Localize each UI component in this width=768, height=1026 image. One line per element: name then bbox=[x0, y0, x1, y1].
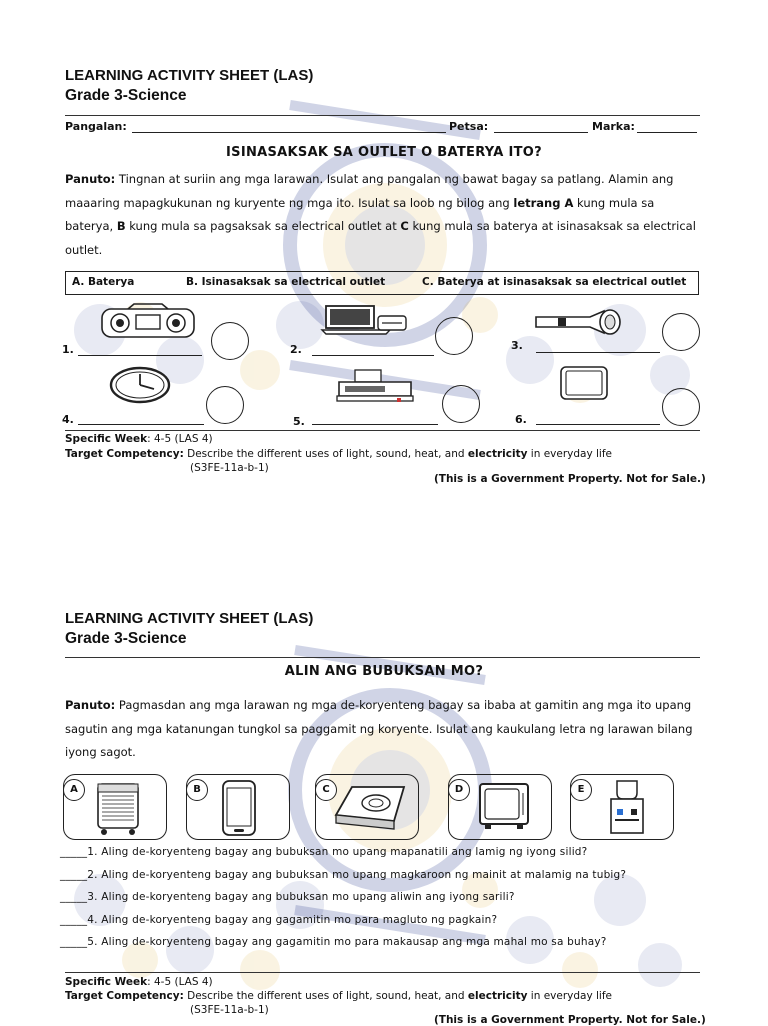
item-answer-line[interactable] bbox=[78, 424, 204, 425]
sheet2-property-note: (This is a Government Property. Not for Sale.) bbox=[434, 1014, 706, 1026]
picture-box-d bbox=[448, 774, 552, 840]
picture-box-c bbox=[315, 774, 419, 840]
instructions-label: Panuto: bbox=[65, 698, 116, 712]
picture-letter: B bbox=[186, 779, 208, 801]
question-item: _____5. Aling de-koryenteng bagay ang gagamitin mo para makausap ang mga mahal mo sa buhay? bbox=[60, 936, 607, 948]
sheet1-top-rule bbox=[65, 115, 700, 116]
air-cooler-icon bbox=[94, 780, 142, 836]
competency-text: in everyday life bbox=[527, 990, 613, 1002]
instructions-bold: C bbox=[400, 219, 409, 233]
competency-text: Describe the different uses of light, sound, heat, and bbox=[183, 990, 468, 1002]
date-field[interactable] bbox=[494, 132, 588, 133]
item-answer-line[interactable] bbox=[312, 355, 434, 356]
item-number: 4. bbox=[62, 413, 74, 426]
item-number: 3. bbox=[511, 339, 523, 352]
item-answer-line[interactable] bbox=[312, 424, 438, 425]
sheet2-specific-week bbox=[65, 976, 213, 988]
item-number: 1. bbox=[62, 343, 74, 356]
item-answer-line[interactable] bbox=[78, 355, 202, 356]
item-answer-circle[interactable] bbox=[211, 322, 249, 360]
competency-bold: electricity bbox=[467, 448, 528, 460]
name-label: Pangalan: bbox=[65, 120, 127, 133]
sheet1-instructions bbox=[65, 168, 703, 262]
sheet2-header: LEARNING ACTIVITY SHEET (LAS) bbox=[65, 610, 314, 627]
item-answer-circle[interactable] bbox=[206, 386, 244, 424]
question-item: _____3. Aling de-koryenteng bagay ang bubuksan mo upang aliwin ang iyong sarili? bbox=[60, 891, 515, 903]
laptop-icon bbox=[320, 304, 410, 336]
competency-bold: electricity bbox=[467, 990, 528, 1002]
wall-clock-icon bbox=[108, 365, 172, 405]
radio-icon bbox=[100, 303, 196, 339]
item-answer-circle[interactable] bbox=[435, 317, 473, 355]
sheet1-header: LEARNING ACTIVITY SHEET (LAS) bbox=[65, 67, 314, 84]
sheet1-target-competency bbox=[65, 448, 612, 460]
sheet1-specific-week bbox=[65, 433, 213, 445]
question-item: _____2. Aling de-koryenteng bagay ang bubuksan mo upang magkaroon ng mainit at malamig na tubig? bbox=[60, 869, 627, 881]
sheet2-footer-rule bbox=[65, 972, 700, 973]
item-answer-circle[interactable] bbox=[662, 313, 700, 351]
option-b: B. Isinasaksak sa electrical outlet bbox=[186, 276, 386, 288]
sheet1-footer-rule bbox=[65, 430, 700, 431]
competency-label: Target Competency: bbox=[65, 990, 184, 1002]
item-answer-line[interactable] bbox=[536, 352, 660, 353]
question-item: _____4. Aling de-koryenteng bagay ang gagamitin mo para magluto ng pagkain? bbox=[60, 914, 498, 926]
week-value: : 4-5 (LAS 4) bbox=[147, 976, 213, 988]
television-icon bbox=[477, 781, 531, 833]
sheet1-property-note: (This is a Government Property. Not for Sale.) bbox=[434, 473, 706, 485]
competency-label: Target Competency: bbox=[65, 448, 184, 460]
instructions-bold: B bbox=[116, 219, 126, 233]
instructions-text: Tingnan at suriin ang mga larawan. Isulat ang pangalan ng bawat bagay sa patlang. Alamin ang maaaring mapagkukunan ng kuryente ng mga ito. Isulat sa loob ng bilog ang bbox=[65, 172, 674, 210]
competency-text: Describe the different uses of light, sound, heat, and bbox=[183, 448, 468, 460]
sheet1-competency-code: (S3FE-11a-b-1) bbox=[190, 462, 269, 474]
picture-letter: E bbox=[570, 779, 592, 801]
week-value: : 4-5 (LAS 4) bbox=[147, 433, 213, 445]
picture-letter: A bbox=[63, 779, 85, 801]
smartphone-icon bbox=[221, 779, 257, 837]
sheet1-title: ISINASAKSAK SA OUTLET O BATERYA ITO? bbox=[226, 145, 542, 160]
answer-key-box bbox=[65, 271, 699, 295]
sheet2-top-rule bbox=[65, 657, 700, 658]
induction-cooker-icon bbox=[332, 781, 408, 835]
sheet2-instructions bbox=[65, 694, 703, 765]
instructions-label: Panuto: bbox=[65, 172, 116, 186]
sheet1-grade: Grade 3-Science bbox=[65, 87, 187, 104]
instructions-text: kung mula sa baterya at isinasaksak sa electrical outlet. bbox=[65, 219, 696, 257]
picture-letter: C bbox=[315, 779, 337, 801]
instructions-text: kung mula sa pagsaksak sa electrical outlet at bbox=[125, 219, 401, 233]
picture-box-b bbox=[186, 774, 290, 840]
instructions-bold: letrang A bbox=[513, 195, 574, 210]
picture-letter: D bbox=[448, 779, 470, 801]
week-label: Specific Week bbox=[65, 976, 148, 988]
question-item: _____1. Aling de-koryenteng bagay ang bubuksan mo upang mapanatili ang lamig ng iyong silid? bbox=[60, 846, 588, 858]
item-number: 2. bbox=[290, 343, 302, 356]
option-a: A. Baterya bbox=[72, 276, 135, 288]
week-label: Specific Week bbox=[65, 433, 148, 445]
item-number: 6. bbox=[515, 413, 527, 426]
water-dispenser-icon bbox=[607, 779, 647, 837]
date-label: Petsa: bbox=[449, 120, 489, 133]
score-label: Marka: bbox=[592, 120, 635, 133]
picture-box-e bbox=[570, 774, 674, 840]
item-answer-line[interactable] bbox=[536, 424, 660, 425]
instructions-text: Pagmasdan ang mga larawan ng mga de-koryenteng bagay sa ibaba at gamitin ang mga ito upang sagutin ang mga katanungan tungkol sa paggamit ng koryente. Isulat ang kaukulang letra ng larawan bilang iyong sagot. bbox=[65, 698, 693, 759]
flashlight-icon bbox=[532, 308, 628, 336]
sheet2-competency-code: (S3FE-11a-b-1) bbox=[190, 1004, 269, 1016]
tablet-icon bbox=[559, 365, 609, 401]
picture-box-a bbox=[63, 774, 167, 840]
sheet2-target-competency bbox=[65, 990, 612, 1002]
score-field[interactable] bbox=[637, 132, 697, 133]
printer-icon bbox=[335, 368, 415, 404]
item-answer-circle[interactable] bbox=[442, 385, 480, 423]
name-field[interactable] bbox=[132, 132, 446, 133]
competency-text: in everyday life bbox=[527, 448, 613, 460]
option-c: C. Baterya at isinasaksak sa electrical outlet bbox=[422, 276, 687, 288]
instructions-text: kung mula sa baterya, bbox=[65, 195, 655, 233]
sheet2-title: ALIN ANG BUBUKSAN MO? bbox=[284, 664, 484, 679]
item-number: 5. bbox=[293, 415, 305, 428]
item-answer-circle[interactable] bbox=[662, 388, 700, 426]
sheet2-grade: Grade 3-Science bbox=[65, 630, 187, 647]
